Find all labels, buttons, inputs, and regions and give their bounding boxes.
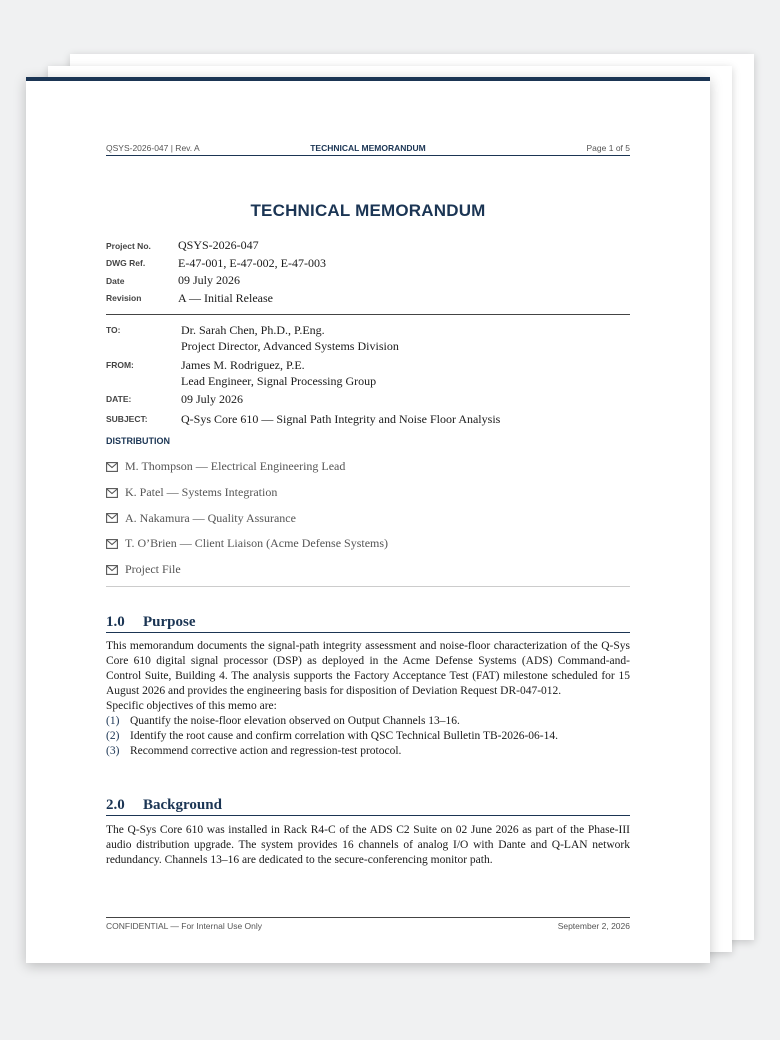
divider: [106, 586, 630, 587]
date-block: [106, 391, 630, 407]
envelope-icon: [106, 539, 118, 549]
paragraph: This memorandum documents the signal-path integrity assessment and noise-floor characterization of the Q-Sys Core 610 digital signal processor (DSP) as deployed in the Acme Defense Systems (ADS) Command-and-Control Suite, Building 4. The analysis supports the Factory Acceptance Test (FAT) milestone scheduled for 15 August 2026 and provides the engineering basis for disposition of Deviation Request DR-047-012.: [106, 640, 630, 697]
paragraph: The Q-Sys Core 610 was installed in Rack R4-C of the ADS C2 Suite on 02 June 2026 as part of the Phase-III audio distribution upgrade. The system provides 16 channels of analog I/O with Dante and Q-LAN network redundancy. Channels 13–16 are dedicated to the secure-conferencing monitor path.: [106, 824, 630, 866]
running-header: [106, 143, 630, 156]
distribution-heading: DISTRIBUTION: [106, 436, 170, 446]
meta-key: DWG Ref.: [106, 258, 146, 269]
objective-text: Identify the root cause and confirm correlation with QSC Technical Bulletin TB-2026-06-14.: [130, 730, 558, 742]
section-number: 2.0: [106, 797, 125, 813]
header-doc-ref: QSYS-2026-047 | Rev. A: [106, 143, 200, 153]
section-heading-purpose: [106, 614, 630, 633]
meta-row: [106, 255, 630, 273]
to-title: Project Director, Advanced Systems Division: [181, 339, 399, 353]
section-body-background: [106, 823, 630, 868]
date-value: 09 July 2026: [181, 392, 244, 406]
distribution-item[interactable]: [106, 480, 630, 506]
footer-confidential: CONFIDENTIAL — For Internal Use Only: [106, 921, 263, 931]
distribution-item[interactable]: [106, 557, 630, 583]
meta-key: Project No.: [106, 240, 151, 251]
distribution-recipient: K. Patel — Systems Integration: [125, 485, 278, 500]
distribution-recipient: T. O’Brien — Client Liaison (Acme Defense Systems): [125, 536, 389, 551]
objective-number: (2): [106, 730, 120, 742]
objective-item: [106, 744, 630, 759]
meta-value: E-47-001, E-47-002, E-47-003: [178, 255, 326, 270]
page-footer: [106, 917, 630, 931]
envelope-icon: [106, 462, 118, 472]
meta-key: Date: [106, 275, 125, 286]
distribution-recipient: Project File: [125, 562, 181, 577]
section-title: Background: [143, 797, 222, 813]
subject-block: [106, 411, 630, 427]
memo-title: TECHNICAL MEMORANDUM: [250, 201, 486, 220]
meta-row: [106, 272, 630, 290]
subject-value: Q-Sys Core 610 — Signal Path Integrity and Noise Floor Analysis: [181, 412, 501, 426]
objectives-intro: Specific objectives of this memo are:: [106, 700, 277, 712]
from-label: FROM:: [106, 360, 134, 370]
distribution-list: [106, 454, 630, 582]
to-label: TO:: [106, 325, 121, 335]
distribution-item[interactable]: [106, 505, 630, 531]
objective-item: [106, 714, 630, 729]
meta-value: A — Initial Release: [178, 290, 273, 305]
distribution-item[interactable]: [106, 454, 630, 480]
date-label: DATE:: [106, 394, 132, 404]
section-heading-background: [106, 797, 630, 816]
from-block: [106, 357, 630, 389]
header-page-number: Page 1 of 5: [586, 143, 630, 153]
envelope-icon: [106, 488, 118, 498]
objective-item: [106, 729, 630, 744]
section-number: 1.0: [106, 614, 125, 630]
header-title: TECHNICAL MEMORANDUM: [310, 143, 426, 153]
footer-date: September 2, 2026: [557, 921, 630, 931]
distribution-recipient: A. Nakamura — Quality Assurance: [125, 510, 296, 525]
meta-key: Revision: [106, 293, 142, 304]
objective-text: Quantify the noise-floor elevation observed on Output Channels 13–16.: [130, 715, 460, 727]
from-title: Lead Engineer, Signal Processing Group: [181, 374, 377, 388]
distribution-recipient: M. Thompson — Electrical Engineering Lead: [125, 459, 346, 474]
section-body-purpose: [106, 639, 630, 759]
from-name: James M. Rodriguez, P.E.: [181, 358, 305, 372]
to-block: [106, 322, 630, 354]
objective-number: (1): [106, 715, 120, 727]
meta-row: [106, 290, 630, 308]
section-title: Purpose: [143, 614, 196, 630]
distribution-item[interactable]: [106, 531, 630, 557]
objective-text: Recommend corrective action and regression-test protocol.: [130, 745, 402, 757]
divider: [106, 314, 630, 315]
envelope-icon: [106, 513, 118, 523]
envelope-icon: [106, 565, 118, 575]
subject-label: SUBJECT:: [106, 414, 148, 424]
meta-value: QSYS-2026-047: [178, 238, 259, 253]
objective-number: (3): [106, 745, 120, 757]
meta-row: [106, 237, 630, 255]
project-meta-table: [106, 237, 630, 307]
document-page: [26, 77, 710, 963]
meta-value: 09 July 2026: [178, 273, 241, 288]
to-name: Dr. Sarah Chen, Ph.D., P.Eng.: [181, 323, 325, 337]
